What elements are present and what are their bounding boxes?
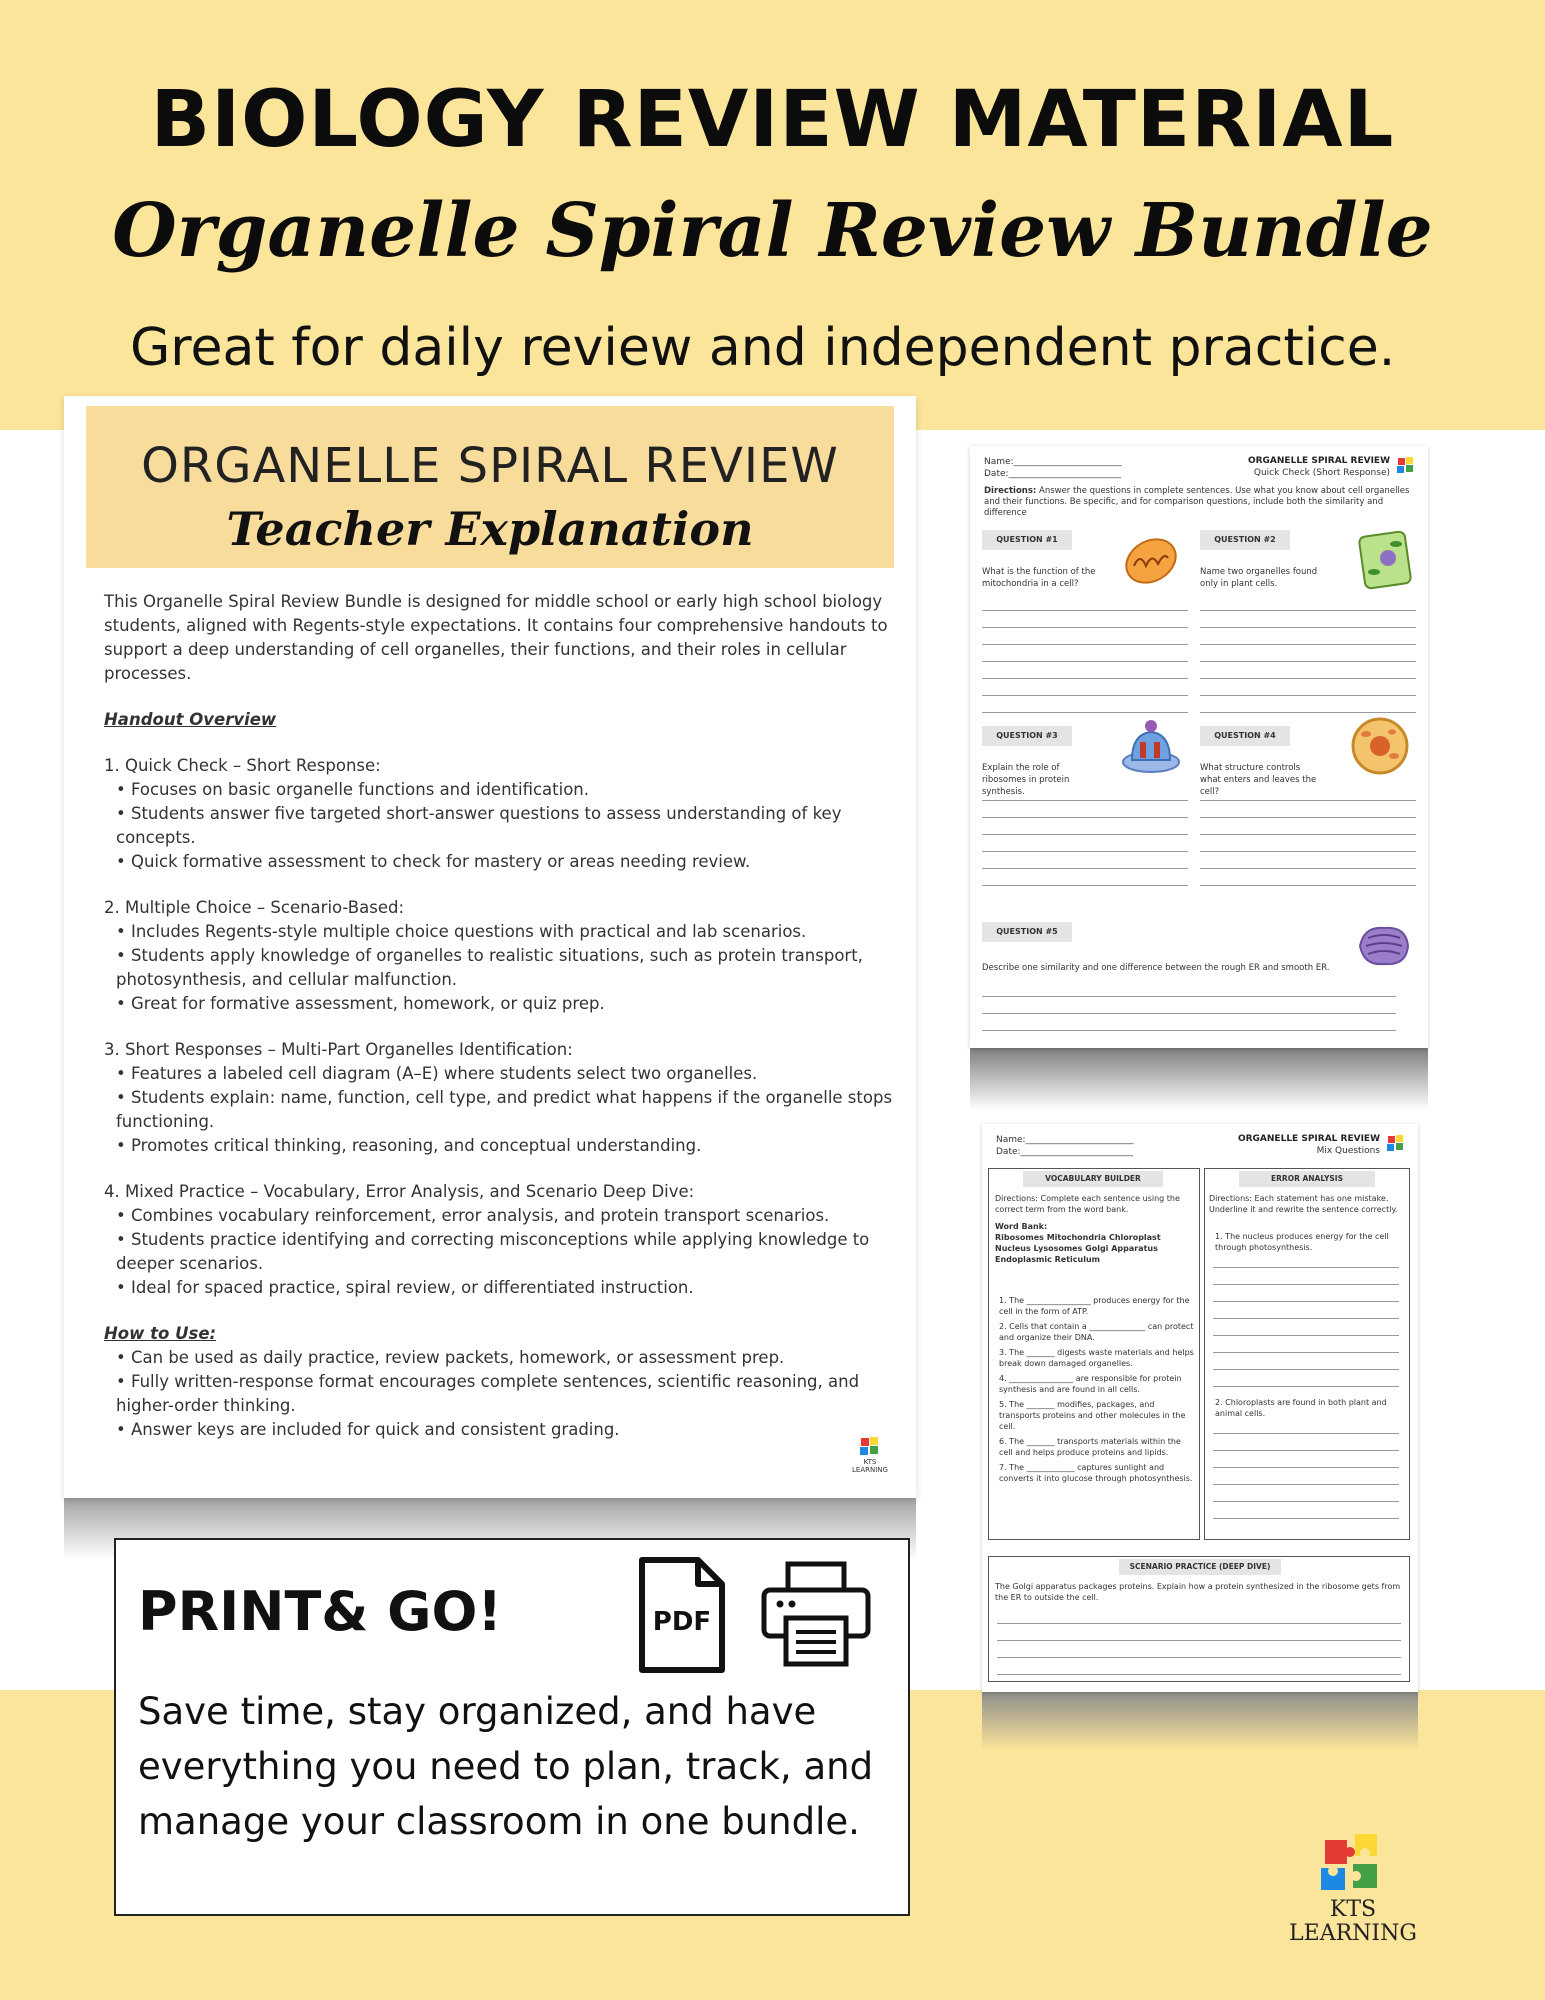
worksheet-mix-questions [982,1124,1418,1692]
vocabulary-directions: Directions: Complete each sentence using the correct term from the word bank. [995,1194,1180,1214]
brand-name-line2: LEARNING [1289,1921,1417,1946]
teacher-page-banner [86,406,894,568]
vocabulary-item: 6. The _______ transports materials within the cell and helps produce proteins and lipids. [999,1437,1181,1457]
section-title: 1. Quick Check – Short Response: [104,756,381,775]
answer-lines[interactable] [982,980,1396,1031]
section-bullet: • Focuses on basic organelle functions and identification. [104,778,896,802]
name-field-label: Name:________________________ [984,457,1122,467]
worksheet-subtitle: Quick Check (Short Response) [1253,468,1390,478]
teacher-page-title: ORGANELLE SPIRAL REVIEW [141,438,839,494]
section-bullet: • Students answer five targeted short-answer questions to assess understanding of key concepts. [104,802,896,850]
answer-lines[interactable] [997,1607,1401,1675]
vocabulary-heading: VOCABULARY BUILDER [1023,1171,1163,1187]
answer-lines[interactable] [1200,594,1416,713]
animal-cell-icon [1350,716,1410,776]
vocabulary-item: 7. The ____________ captures sunlight and converts it into glucose through photosynthesis. [999,1463,1193,1483]
mitochondria-icon [1122,532,1180,590]
intro-paragraph: This Organelle Spiral Review Bundle is designed for middle school or early high school biology students, aligned with Regents-style expectations. It contains four comprehensive handouts to support a deep understanding of cell organelles, their functions, and their roles in cellular processes. [104,592,888,683]
question-1-label: QUESTION #1 [982,530,1072,550]
subtitle: Great for daily review and independent practice. [130,318,1396,378]
answer-lines[interactable] [1200,784,1416,886]
brand-name-line1: KTS [1329,1897,1377,1922]
scenario-heading: SCENARIO PRACTICE (DEEP DIVE) [1119,1559,1281,1575]
puzzle-logo-icon [1386,1134,1406,1154]
answer-lines[interactable] [1213,1417,1399,1519]
word-bank-label: Word Bank: [995,1222,1048,1231]
directions-text: Answer the questions in complete sentences. Use what you know about cell organelles and their functions. Be specific, and for comparison questions, include both the similarity and difference [984,486,1410,518]
teacher-page-script-title: Teacher Explanation [226,502,754,556]
handout-section-3 [104,1038,896,1158]
section-title: 3. Short Responses – Multi-Part Organelles Identification: [104,1040,573,1059]
pdf-file-icon [636,1556,728,1674]
scenario-practice-box [988,1556,1410,1682]
puzzle-logo-icon [1319,1832,1387,1894]
kts-learning-logo [1278,1832,1428,1946]
page-title: BIOLOGY REVIEW MATERIAL [150,75,1395,165]
section-bullet: • Promotes critical thinking, reasoning, and conceptual understanding. [104,1134,896,1158]
question-2-text: Name two organelles found only in plant cells. [1200,567,1318,589]
script-title: Organelle Spiral Review Bundle [112,188,1433,274]
puzzle-logo-icon [1396,456,1416,476]
question-5-label: QUESTION #5 [982,922,1072,942]
printer-icon [760,1560,872,1668]
vocabulary-items [999,1295,1195,1484]
print-and-go-text: Save time, stay organized, and have everything you need to plan, track, and manage your classroom in one bundle. [138,1690,874,1843]
vocabulary-item: 5. The _______ modifies, packages, and transports proteins and other molecules in the cell. [999,1400,1186,1431]
how-bullet: • Can be used as daily practice, review packets, homework, or assessment prep. [104,1346,896,1370]
puzzle-logo-icon [859,1436,881,1456]
print-and-go-box [114,1538,910,1916]
section-bullet: • Quick formative assessment to check for mastery or areas needing review. [104,850,896,874]
question-5-text: Describe one similarity and one difference between the rough ER and smooth ER. [982,963,1330,973]
pdf-label: PDF [652,1607,712,1637]
date-field-label: Date:_________________________ [996,1147,1134,1157]
plant-cell-icon [1358,530,1412,590]
teacher-explanation-page [64,396,916,1498]
worksheet1-shadow [970,1046,1428,1110]
teacher-page-logo-text: KTS LEARNING [852,1458,888,1474]
handout-section-1 [104,754,896,874]
section-bullet: • Students practice identifying and correcting misconceptions while applying knowledge to deeper scenarios. [104,1228,896,1276]
date-field-label: Date:_________________________ [984,469,1122,479]
question-4-label: QUESTION #4 [1200,726,1290,746]
scenario-text: The Golgi apparatus packages proteins. Explain how a protein synthesized in the ribosome gets from the ER to outside the cell. [995,1582,1401,1602]
worksheet2-shadow [982,1690,1418,1750]
vocabulary-item: 3. The _______ digests waste materials and helps break down damaged organelles. [999,1348,1194,1368]
how-to-use-heading: How to Use: [104,1324,217,1343]
teacher-page-body [104,590,896,1442]
section-title: 4. Mixed Practice – Vocabulary, Error Analysis, and Scenario Deep Dive: [104,1182,695,1201]
answer-lines[interactable] [1213,1251,1399,1387]
ribosome-icon [1120,716,1182,782]
teacher-page-logo [850,1436,890,1474]
name-field-label: Name:________________________ [996,1135,1134,1145]
print-and-go-title: PRINT& GO! [138,1580,503,1643]
word-bank: Ribosomes Mitochondria Chloroplast Nucleus Lysosomes Golgi Apparatus Endoplasmic Reticulum [995,1233,1161,1264]
vocabulary-builder-box [988,1168,1200,1540]
error-analysis-heading: ERROR ANALYSIS [1239,1171,1375,1187]
vocabulary-item: 2. Cells that contain a ______________ can protect and organize their DNA. [999,1322,1194,1342]
worksheet-directions [984,486,1414,519]
question-3-text: Explain the role of ribosomes in protein synthesis. [982,763,1070,797]
vocabulary-item: 1. The ________________ produces energy for the cell in the form of ATP. [999,1296,1190,1316]
question-4-text: What structure controls what enters and leaves the cell? [1200,763,1317,797]
how-bullet: • Fully written-response format encourages complete sentences, scientific reasoning, and higher-order thinking. [104,1370,896,1418]
question-1-text: What is the function of the mitochondria in a cell? [982,567,1096,589]
worksheet-title: ORGANELLE SPIRAL REVIEW [1237,1134,1380,1144]
endoplasmic-reticulum-icon [1354,920,1414,972]
section-bullet: • Students explain: name, function, cell type, and predict what happens if the organelle stops functioning. [104,1086,896,1134]
worksheet-title: ORGANELLE SPIRAL REVIEW [1247,456,1390,466]
worksheet-subtitle: Mix Questions [1316,1146,1380,1156]
error-analysis-box [1204,1168,1410,1540]
answer-lines[interactable] [982,784,1188,886]
worksheet-quick-check [970,446,1428,1048]
section-bullet: • Includes Regents-style multiple choice questions with practical and lab scenarios. [104,920,896,944]
section-bullet: • Combines vocabulary reinforcement, error analysis, and protein transport scenarios. [104,1204,896,1228]
handout-section-2 [104,896,896,1016]
error-item: 2. Chloroplasts are found in both plant and animal cells. [1215,1398,1387,1418]
section-bullet: • Great for formative assessment, homework, or quiz prep. [104,992,896,1016]
question-3-label: QUESTION #3 [982,726,1072,746]
overview-heading: Handout Overview [104,710,277,729]
question-2-label: QUESTION #2 [1200,530,1290,550]
vocabulary-item: 4. ________________ are responsible for protein synthesis and are found in all cells. [999,1374,1182,1394]
answer-lines[interactable] [982,594,1188,713]
how-bullet: • Answer keys are included for quick and consistent grading. [104,1418,896,1442]
error-item: 1. The nucleus produces energy for the cell through photosynthesis. [1215,1232,1389,1252]
section-bullet: • Ideal for spaced practice, spiral review, or differentiated instruction. [104,1276,896,1300]
error-analysis-directions: Directions: Each statement has one mistake. Underline it and rewrite the sentence correctly. [1209,1194,1398,1214]
section-bullet: • Features a labeled cell diagram (A–E) where students select two organelles. [104,1062,896,1086]
directions-label: Directions: [984,486,1037,496]
section-title: 2. Multiple Choice – Scenario-Based: [104,898,405,917]
handout-section-4 [104,1180,896,1300]
section-bullet: • Students apply knowledge of organelles to realistic situations, such as protein transport, photosynthesis, and cellular malfunction. [104,944,896,992]
